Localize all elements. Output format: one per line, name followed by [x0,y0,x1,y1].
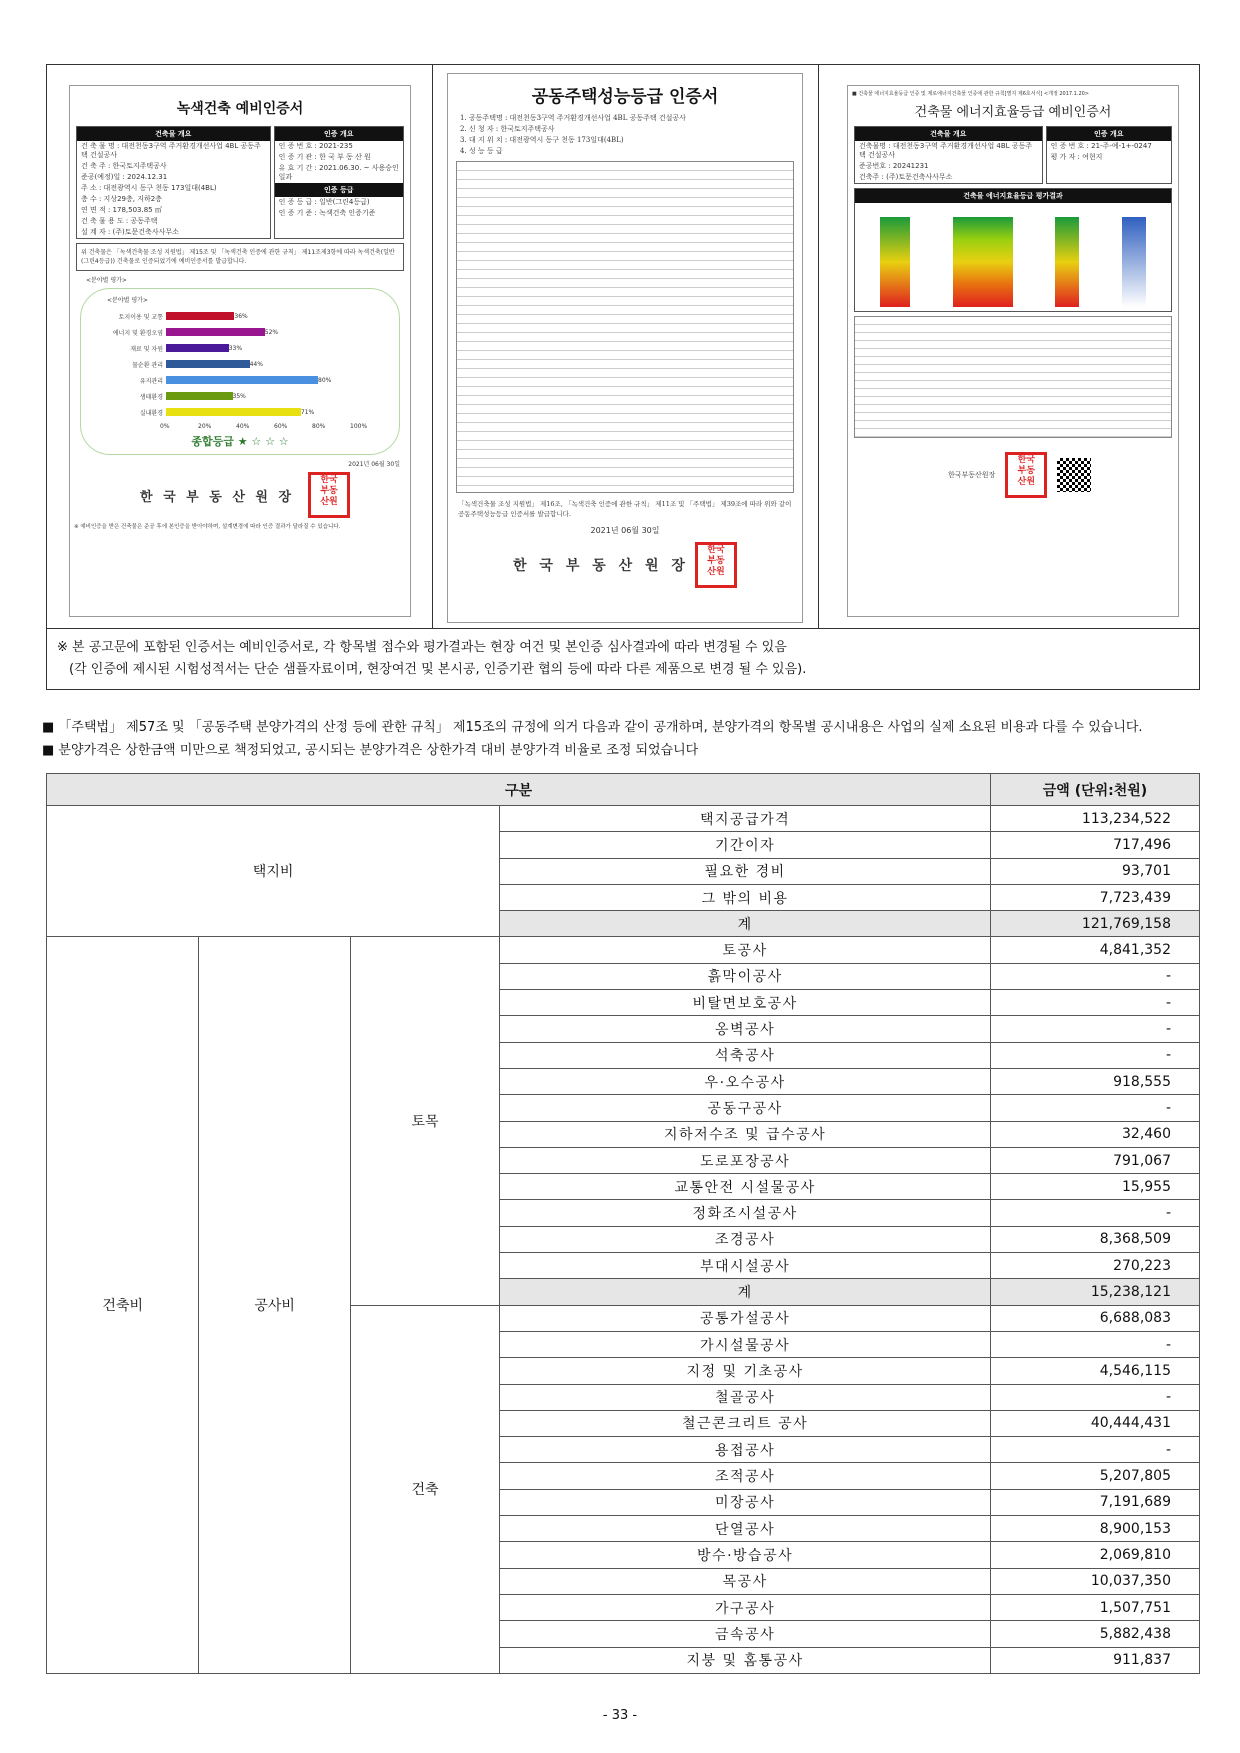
header-amount: 금액 (단위:천원) [991,774,1200,806]
cert-info-line: 인 증 번 호 : 21-주-예-1+-0247 [1050,142,1152,150]
item-amount: 7,723,439 [991,884,1200,910]
item-amount: 2,069,810 [991,1542,1200,1568]
group-building: 건축 [350,1305,499,1673]
overview-line: 준공번호 : 20241231 [859,162,929,170]
table-header [47,774,1200,806]
x-tick: 100% [350,423,368,430]
item-amount: 32,460 [991,1121,1200,1147]
item-amount: - [991,1437,1200,1463]
notice-line-1: ※ 본 공고문에 포함된 인증서는 예비인증서로, 각 항목별 점수와 평가결과는 현장 여건 및 본인증 심사결과에 따라 변경될 수 있음 [57,640,787,655]
housing-info-line: 2. 신 청 자 : 한국토지주택공사 [460,125,555,133]
overview-line: 설 계 자 : (주)토문건축사사무소 [81,228,179,236]
green-overview [76,126,271,239]
bar [166,376,318,384]
bar [166,408,301,416]
overview-line: 건 축 물 명 : 대전천동3구역 주거환경개선사업 4BL 공동주택 건설공사 [81,142,261,159]
item-amount: - [991,1016,1200,1042]
item-amount: 918,555 [991,1068,1200,1094]
eval-header: 건축물 에너지효율등급 평가결과 [855,189,1171,203]
group-land: 택지비 [47,806,500,937]
page-number: - 33 - [602,1708,638,1723]
certificates-box [46,64,1200,690]
bar-value: 33% [228,344,243,352]
bar-row [91,327,278,337]
green-certificate [69,85,411,617]
bar-value: 44% [249,360,263,368]
overview-line: 연 면 적 : 178,503.85 ㎡ [81,206,162,214]
overview-line: 건 축 주 : 한국토지주택공사 [81,162,167,170]
item-name: 철골공사 [500,1384,991,1410]
item-amount: 93,701 [991,858,1200,884]
item-name: 우·오수공사 [500,1068,991,1094]
item-name: 필요한 경비 [500,858,991,884]
overview-line: 건 축 물 용 도 : 공동주택 [81,217,158,225]
energy-overview [854,126,1043,184]
table-row [47,937,1200,963]
bar [166,344,229,352]
bar-label: 실내환경 [139,409,163,417]
item-amount: - [991,963,1200,989]
item-name: 목공사 [500,1568,991,1594]
overview-line: 주 소 : 대전광역시 동구 천동 173일대(4BL) [81,184,217,192]
bullet-note: ■ 「주택법」 제57조 및 「공동주택 분양가격의 산정 등에 관한 규칙」 제15조의 규정에 의거 다음과 같이 공개하며, 분양가격의 항목별 공시내용은 사업의 실제 소요된 비용과 다를 수 있습니다. [42,716,1143,739]
bar-value: 80% [318,376,332,384]
item-name: 그 밖의 비용 [500,884,991,910]
item-amount: 15,955 [991,1174,1200,1200]
overall-grade: 종합등급 ★ ☆ ☆ ☆ [191,435,289,448]
item-name: 용접공사 [500,1437,991,1463]
bar [166,360,250,368]
item-name: 기간이자 [500,832,991,858]
item-amount: 40,444,431 [991,1410,1200,1436]
green-cert-info [274,126,404,239]
item-name: 흙막이공사 [500,963,991,989]
seal-stamp: 한국 부동 산원 [695,542,737,588]
cert-info-line: 유 효 기 간 : 2021.06.30. ~ 사용승인일과 [278,164,399,181]
item-name: 정화조시설공사 [500,1200,991,1226]
bar-value: 35% [232,392,246,400]
item-amount: 5,882,438 [991,1621,1200,1647]
housing-issuer: 한 국 부 동 산 원 장 [513,558,689,574]
energy-issuer: 한국부동산원장 [948,471,996,479]
bar-row [91,391,246,401]
group-construction-cost: 공사비 [199,937,350,1673]
item-name: 방수·방습공사 [500,1542,991,1568]
bar [166,312,234,320]
item-name: 석축공사 [500,1042,991,1068]
item-amount: 4,841,352 [991,937,1200,963]
item-name: 가시설물공사 [500,1331,991,1357]
item-amount: 7,191,689 [991,1489,1200,1515]
bar [166,328,265,336]
green-chart-caption: <분야별 평가> [86,277,127,284]
item-amount: - [991,1331,1200,1357]
co2-gradient-bar [1122,217,1146,307]
bar-label: 물순환 관리 [132,361,163,369]
x-tick: 40% [236,423,250,430]
item-name: 토공사 [500,937,991,963]
item-name: 비탈면보호공사 [500,990,991,1016]
item-amount: 121,769,158 [991,911,1200,937]
item-name: 미장공사 [500,1489,991,1515]
item-amount: 15,238,121 [991,1279,1200,1305]
item-name: 지하저수조 및 급수공사 [500,1121,991,1147]
overview-line: 층 수 : 지상29층, 지하2층 [81,195,162,203]
housing-statement: 「녹색건축물 조성 지원법」 제16조, 「녹색건축 인증에 관한 규칙」 제11조 및 「주택법」 제39조에 따라 위와 같이 공동주택성능등급 인증서를 발급합니다. [458,500,792,518]
housing-certificate [447,73,803,623]
item-amount: 113,234,522 [991,806,1200,832]
housing-date: 2021년 06월 30일 [590,526,660,535]
group-civil: 토목 [350,937,499,1305]
green-certificate-panel [47,65,433,628]
cert-info-line: 평 가 자 : 여현지 [1050,153,1103,161]
item-name: 지붕 및 홈통공사 [500,1647,991,1673]
seal-stamp: 한국 부동 산원 [308,472,350,518]
housing-certificate-panel [433,65,819,628]
energy-gradient-bar [1055,217,1079,307]
item-name: 단열공사 [500,1516,991,1542]
item-name: 철근콘크리트 공사 [500,1410,991,1436]
table-row [47,806,1200,832]
bullet-note: ■ 분양가격은 상한금액 미만으로 책정되었고, 공시되는 분양가격은 상한가격 대비 분양가격 비율로 조정 되었습니다 [42,739,1143,762]
item-name: 지정 및 기초공사 [500,1358,991,1384]
grade-info-line: 인 증 기 준 : 녹색건축 인증기준 [278,209,376,217]
bar-row [91,359,263,369]
item-amount: 6,688,083 [991,1305,1200,1331]
overview-line: 준공(예정)일 : 2024.12.31 [81,173,168,181]
sale-price-table [46,773,1200,1674]
notice-box [47,628,1199,691]
item-amount: - [991,1095,1200,1121]
item-amount: - [991,1042,1200,1068]
housing-info-line: 3. 대 지 위 치 : 대전광역시 동구 천동 173일대(4BL) [460,136,624,144]
item-amount: 8,900,153 [991,1516,1200,1542]
green-footnote: ※ 예비인증을 받은 건축물은 준공 후에 본인증을 받아야하며, 설계변경에 따라 인증 결과가 달라질 수 있습니다. [74,524,341,530]
housing-cert-title: 공동주택성능등급 인증서 [531,87,719,107]
item-amount: - [991,990,1200,1016]
item-name: 금속공사 [500,1621,991,1647]
bar-value: 71% [300,408,315,416]
overview-line: 건축물명 : 대전천동3구역 주거환경개선사업 4BL 공동주택 건설공사 [859,142,1033,159]
notice-line-2: (각 인증에 제시된 시험성적서는 단순 샘플자료이며, 현장여건 및 본시공, 인증기관 협의 등에 따라 다른 제품으로 변경 될 수 있음). [69,662,807,677]
item-amount: 791,067 [991,1147,1200,1173]
energy-cert-title: 건축물 에너지효율등급 예비인증서 [914,105,1112,120]
item-amount: 717,496 [991,832,1200,858]
item-name: 조경공사 [500,1226,991,1252]
green-statement: 위 건축물은 「녹색건축물 조성 지원법」 제15조 및 「녹색건축 인증에 관한 규칙」 제11조제3항에 따라 녹색건축(일반(그린4등급)) 건축물로 인증되었기에 예비인증서를 발급합니다. [76,243,404,271]
bar-row [91,311,248,321]
bar-label: 토지이용 및 교통 [118,313,163,321]
bar-row [91,407,314,417]
cert-header: 인증 개요 [1047,127,1171,141]
green-date: 2021년 06월 30일 [348,461,400,468]
item-amount: 10,037,350 [991,1568,1200,1594]
item-amount: 8,368,509 [991,1226,1200,1252]
green-issuer: 한 국 부 동 산 원 장 [140,489,295,505]
group-construction: 건축비 [47,937,199,1673]
item-name: 조적공사 [500,1463,991,1489]
bar-label: 재료 및 자원 [130,345,163,353]
overview-line: 건축주 : (주)토문건축사사무소 [859,173,953,181]
item-name: 부대시설공사 [500,1253,991,1279]
disclosure-notes [42,716,1143,762]
energy-certificate-panel [819,65,1199,628]
bar-label: 유지관리 [139,377,163,385]
housing-info-line: 4. 성 능 등 급 [460,147,503,155]
bar-value: 52% [264,328,279,336]
energy-grade-scale [953,217,1013,307]
green-score-chart [80,288,400,455]
bar [166,392,233,400]
item-name: 교통안전 시설물공사 [500,1174,991,1200]
item-name: 계 [500,911,991,937]
bar-label: 에너지 및 환경오염 [112,329,163,337]
item-name: 공통가설공사 [500,1305,991,1331]
x-tick: 80% [312,423,326,430]
x-tick: 20% [198,423,212,430]
housing-info-line: 1. 공동주택명 : 대전천동3구역 주거환경개선사업 4BL 공동주택 건설공사 [460,114,686,122]
item-name: 공동구공사 [500,1095,991,1121]
x-tick: 0% [160,423,170,430]
bar-row [91,375,331,385]
item-name: 도로포장공사 [500,1147,991,1173]
x-tick: 60% [274,423,288,430]
header-category: 구분 [47,774,991,806]
overview-header: 건축물 개요 [77,127,270,141]
item-amount: 270,223 [991,1253,1200,1279]
chart-title: <분야별 평가> [107,297,148,304]
item-amount: - [991,1384,1200,1410]
energy-detail-table [854,316,1172,438]
bar-row [91,343,242,353]
item-name: 가구공사 [500,1594,991,1620]
energy-evaluation [854,188,1172,312]
bar-label: 생태환경 [139,393,163,401]
item-amount: 911,837 [991,1647,1200,1673]
green-cert-title: 녹색건축 예비인증서 [176,101,304,117]
cert-header: 인증 개요 [275,127,403,141]
item-amount: 4,546,115 [991,1358,1200,1384]
item-name: 옹벽공사 [500,1016,991,1042]
item-name: 계 [500,1279,991,1305]
grade-info-line: 인 증 등 급 : 일반(그린4등급) [278,198,370,206]
seal-stamp: 한국 부동 산원 [1005,452,1047,498]
cert-info-line: 인 증 번 호 : 2021-235 [278,142,353,150]
cert-info-line: 인 증 기 관 : 한 국 부 동 산 원 [278,153,371,161]
item-amount: 1,507,751 [991,1594,1200,1620]
item-name: 택지공급가격 [500,806,991,832]
item-amount: 5,207,805 [991,1463,1200,1489]
energy-header-note: ■ 건축물 에너지효율등급 인증 및 제로에너지건축물 인증에 관한 규칙[별지 제6호서식] <개정 2017.1.20> [852,91,1089,97]
energy-certificate [847,85,1179,617]
item-amount: - [991,1200,1200,1226]
grade-header: 인증 등급 [275,183,403,197]
energy-cert-info [1046,126,1172,184]
overview-header: 건축물 개요 [855,127,1042,141]
performance-grade-table [456,161,794,493]
qr-code-icon [1057,458,1091,492]
energy-gradient-bar [880,217,910,307]
bar-value: 36% [234,312,248,320]
